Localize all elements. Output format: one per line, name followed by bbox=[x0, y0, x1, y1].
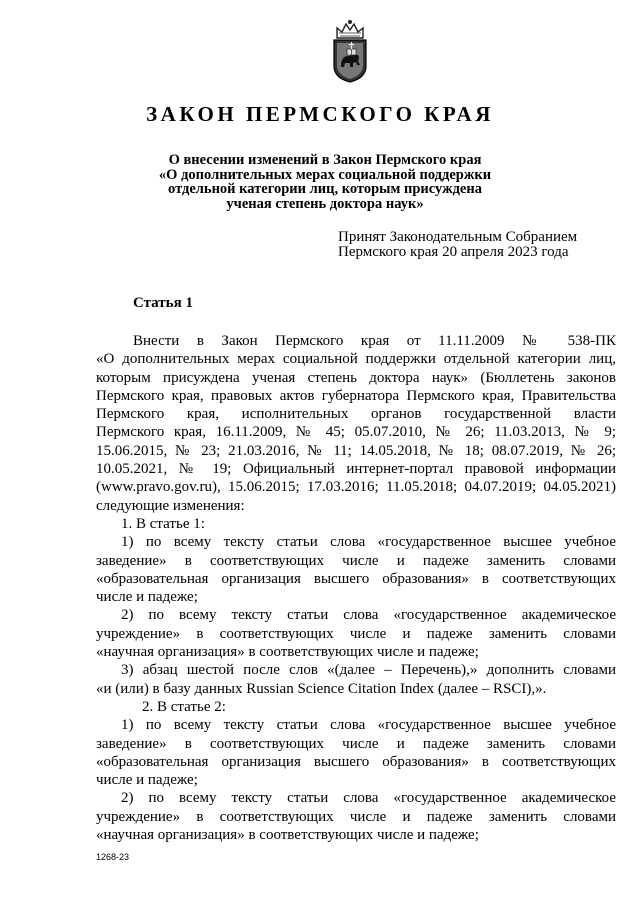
text-line: числе и падеже; bbox=[96, 772, 198, 789]
perm-krai-coat-of-arms-icon bbox=[329, 18, 371, 84]
text-line: которым присуждена ученая степень доктора наук» (Бюллетень законов bbox=[96, 369, 616, 386]
text-line: 1. В статье 1: bbox=[121, 515, 205, 532]
text-line: 3) абзац шестой после слов «(далее – Перечень),» дополнить словами bbox=[121, 662, 616, 679]
text-line: «научная организация» в соответствующих числе и падеже; bbox=[96, 644, 479, 661]
text-line: «образовательная организация высшего образования» в соответствующих bbox=[96, 570, 616, 587]
text-line: Пермского края, 16.11.2009, № 45; 05.07.2010, № 26; 11.03.2013, № 9; bbox=[96, 424, 616, 441]
text-line: Пермского края, правовых актов губернатора Пермского края, Правительства bbox=[96, 387, 616, 404]
text-line: Внести в Закон Пермского края от 11.11.2009 № 538-ПК bbox=[133, 333, 616, 349]
text-line: «научная организация» в соответствующих числе и падеже; bbox=[96, 827, 479, 844]
subtitle-line: отдельной категории лиц, которым присуждена bbox=[168, 181, 482, 197]
text-line: 1) по всему тексту статьи слова «государственное высшее учебное bbox=[121, 534, 616, 551]
document-code: 1268-23 bbox=[96, 852, 130, 862]
text-line: числе и падеже; bbox=[96, 589, 198, 606]
text-line: 10.05.2021, № 19; Официальный интернет-портал правовой информации bbox=[96, 461, 616, 478]
text-line: учреждение» в соответствующих числе и падеже заменить словами bbox=[96, 625, 616, 642]
text-line: учреждение» в соответствующих числе и падеже заменить словами bbox=[96, 808, 616, 825]
subtitle-line: «О дополнительных мерах социальной поддержки bbox=[158, 166, 492, 183]
text-line: заведение» в соответствующих числе и падеже заменить словами bbox=[96, 552, 616, 569]
text-line: (www.pravo.gov.ru), 15.06.2015; 17.03.2016; 11.05.2018; 04.07.2019; 04.05.2021) bbox=[96, 479, 616, 496]
adoption-line: Принят Законодательным Собранием bbox=[338, 229, 578, 245]
adoption-line: Пермского края 20 апреля 2023 года bbox=[338, 244, 569, 260]
text-line: 1) по всему тексту статьи слова «государственное высшее учебное bbox=[121, 717, 616, 734]
text-line: Пермского края, исполнительных органов государственной власти bbox=[96, 406, 616, 423]
text-line: «и (или) в базу данных Russian Science Citation Index (далее – RSCI),». bbox=[96, 680, 547, 697]
document-title: ЗАКОН ПЕРМСКОГО КРАЯ bbox=[146, 102, 494, 126]
subtitle-line: ученая степень доктора наук» bbox=[226, 195, 424, 212]
text-line: 2) по всему тексту статьи слова «государственное академическое bbox=[121, 607, 616, 624]
text-line: 2) по всему тексту статьи слова «государственное академическое bbox=[121, 790, 616, 807]
text-line: 2. В статье 2: bbox=[142, 698, 226, 715]
article-heading: Статья 1 bbox=[133, 295, 193, 311]
text-line: 15.06.2015, № 23; 21.03.2016, № 11; 14.05.2018, № 18; 08.07.2019, № 26; bbox=[96, 442, 616, 459]
subtitle-line: О внесении изменений в Закон Пермского края bbox=[168, 152, 482, 168]
text-line: «образовательная организация высшего образования» в соответствующих bbox=[96, 753, 616, 770]
law-subtitle bbox=[140, 153, 510, 211]
text-line: «О дополнительных мерах социальной поддержки отдельной категории лиц, bbox=[96, 351, 616, 368]
adoption-note bbox=[338, 230, 577, 260]
text-line: заведение» в соответствующих числе и падеже заменить словами bbox=[96, 735, 616, 752]
text-line: следующие изменения: bbox=[96, 497, 245, 514]
article-body bbox=[96, 332, 616, 844]
